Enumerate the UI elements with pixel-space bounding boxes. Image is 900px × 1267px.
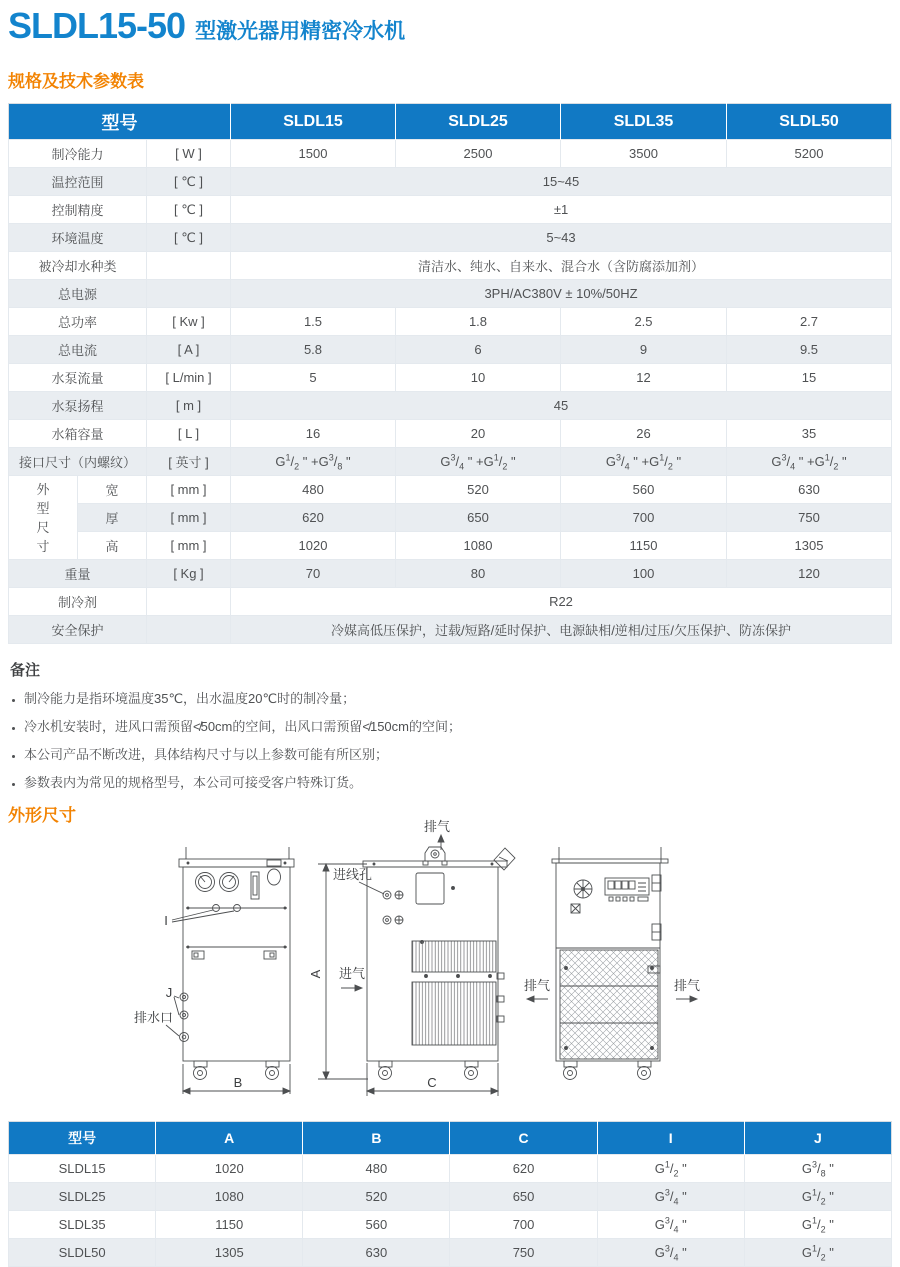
spec-label: 重量 xyxy=(9,560,147,588)
spec-unit: [ m ] xyxy=(147,392,231,420)
dimension-value-cell: 650 xyxy=(450,1183,597,1211)
spec-label: 温控范围 xyxy=(9,168,147,196)
spec-unit: [ A ] xyxy=(147,336,231,364)
spec-row xyxy=(9,336,892,364)
dim-c-label: C xyxy=(427,1075,437,1090)
spec-label: 制冷能力 xyxy=(9,140,147,168)
spec-table-header xyxy=(9,104,892,140)
spec-unit xyxy=(147,280,231,308)
spec-row xyxy=(9,616,892,644)
spec-value: 1500 xyxy=(231,140,396,168)
spec-label: 水箱容量 xyxy=(9,420,147,448)
spec-label: 总电流 xyxy=(9,336,147,364)
spec-value: 12 xyxy=(561,364,727,392)
dimension-value-cell: $G^3/_4$ " xyxy=(597,1211,744,1239)
spec-row xyxy=(9,588,892,616)
spec-row xyxy=(9,280,892,308)
spec-unit: [ ℃ ] xyxy=(147,224,231,252)
spec-merged-value: 3PH/AC380V ± 10%/50HZ xyxy=(231,280,892,308)
dimension-value-cell: 620 xyxy=(450,1155,597,1183)
spec-unit: [ Kg ] xyxy=(147,560,231,588)
spec-unit xyxy=(147,616,231,644)
spec-value: $G^3/_4$ " $+G^1/_2$ " xyxy=(561,448,727,476)
spec-value: 5200 xyxy=(727,140,892,168)
spec-row xyxy=(9,364,892,392)
spec-value: 620 xyxy=(231,504,396,532)
spec-unit: [ mm ] xyxy=(147,532,231,560)
spec-value: 35 xyxy=(727,420,892,448)
exhaust-right-label: 排气 xyxy=(673,978,701,993)
spec-unit: [ L ] xyxy=(147,420,231,448)
spec-value: 80 xyxy=(396,560,561,588)
spec-value: 3500 xyxy=(561,140,727,168)
spec-value: 9.5 xyxy=(727,336,892,364)
spec-unit xyxy=(147,588,231,616)
spec-value: 120 xyxy=(727,560,892,588)
note-item: • 本公司产品不断改进，具体结构尺寸与以上参数可能有所区别； xyxy=(24,745,892,764)
spec-header-sldl50: SLDL50 xyxy=(727,104,892,140)
spec-value: 5.8 xyxy=(231,336,396,364)
page-title xyxy=(8,6,892,54)
spec-unit: [ mm ] xyxy=(147,476,231,504)
spec-value: 1020 xyxy=(231,532,396,560)
dimension-model-cell: SLDL15 xyxy=(9,1155,156,1183)
spec-header-model: 型号 xyxy=(9,104,231,140)
spec-label: 总电源 xyxy=(9,280,147,308)
dimension-value-cell: 520 xyxy=(303,1183,450,1211)
spec-label: 制冷剂 xyxy=(9,588,147,616)
front-view-drawing xyxy=(166,847,294,1094)
spec-value: 6 xyxy=(396,336,561,364)
dimension-model-cell: SLDL35 xyxy=(9,1211,156,1239)
spec-value: 20 xyxy=(396,420,561,448)
dimension-model-cell: SLDL25 xyxy=(9,1183,156,1211)
spec-value: 1.8 xyxy=(396,308,561,336)
spec-value: $G^1/_2$ " $+G^3/_8$ " xyxy=(231,448,396,476)
spec-value: 1080 xyxy=(396,532,561,560)
spec-merged-value: 清洁水、纯水、自来水、混合水（含防腐添加剂） xyxy=(231,252,892,280)
spec-header-sldl25: SLDL25 xyxy=(396,104,561,140)
note-item: • 参数表内为常见的规格型号，本公司可接受客户特殊订货。 xyxy=(24,773,892,792)
spec-value: 750 xyxy=(727,504,892,532)
dimension-value-cell: 1020 xyxy=(156,1155,303,1183)
spec-unit: [ 英寸 ] xyxy=(147,448,231,476)
dimension-header-cell: I xyxy=(597,1122,744,1155)
spec-merged-value: 5~43 xyxy=(231,224,892,252)
spec-label: 安全保护 xyxy=(9,616,147,644)
spec-value: 15 xyxy=(727,364,892,392)
spec-unit: [ mm ] xyxy=(147,504,231,532)
spec-table xyxy=(8,103,892,644)
spec-value: 100 xyxy=(561,560,727,588)
dimension-header-row xyxy=(9,1122,892,1155)
note-item: • 冷水机安装时，进风口需预留≮50cm的空间，出风口需预留≮150cm的空间； xyxy=(24,717,892,736)
dimension-value-cell: $G^1/_2$ " xyxy=(597,1155,744,1183)
spec-row xyxy=(9,532,892,560)
dimension-table-body xyxy=(9,1155,892,1267)
spec-value: 10 xyxy=(396,364,561,392)
dimension-value-cell: 700 xyxy=(450,1211,597,1239)
dimension-value-cell: $G^3/_8$ " xyxy=(744,1155,891,1183)
spec-header-sldl15: SLDL15 xyxy=(231,104,396,140)
spec-row xyxy=(9,224,892,252)
product-model-title: SLDL15-50 xyxy=(8,5,186,46)
dimension-value-cell: 560 xyxy=(303,1211,450,1239)
spec-unit: [ W ] xyxy=(147,140,231,168)
spec-value: 1.5 xyxy=(231,308,396,336)
spec-row xyxy=(9,448,892,476)
spec-unit: [ ℃ ] xyxy=(147,168,231,196)
spec-label: 接口尺寸（内螺纹） xyxy=(9,448,147,476)
dimension-model-cell: SLDL50 xyxy=(9,1239,156,1267)
spec-sublabel: 宽 xyxy=(78,476,147,504)
spec-value: 650 xyxy=(396,504,561,532)
dimension-row xyxy=(9,1211,892,1239)
spec-sublabel: 厚 xyxy=(78,504,147,532)
dimension-value-cell: $G^1/_2$ " xyxy=(744,1211,891,1239)
spec-value: 630 xyxy=(727,476,892,504)
spec-value: 700 xyxy=(561,504,727,532)
outline-drawings xyxy=(8,816,892,1111)
spec-row xyxy=(9,140,892,168)
dimension-value-cell: $G^3/_4$ " xyxy=(597,1183,744,1211)
spec-row xyxy=(9,476,892,504)
spec-label: 被冷却水种类 xyxy=(9,252,147,280)
dimension-table-header xyxy=(9,1122,892,1155)
spec-value: $G^3/_4$ " $+G^1/_2$ " xyxy=(396,448,561,476)
section-title-specs: 规格及技术参数表 xyxy=(8,72,144,91)
dimension-row xyxy=(9,1239,892,1267)
product-title-suffix: 型激光器用精密冷水机 xyxy=(195,20,406,43)
exhaust-top-label: 排气 xyxy=(423,819,451,834)
dimension-table xyxy=(8,1121,892,1267)
spec-value: 560 xyxy=(561,476,727,504)
note-item: • 制冷能力是指环境温度35℃，出水温度20℃时的制冷量； xyxy=(24,689,892,708)
spec-value: 5 xyxy=(231,364,396,392)
spec-merged-value: ±1 xyxy=(231,196,892,224)
exhaust-left-label: 排气 xyxy=(523,978,551,993)
dimension-value-cell: 1150 xyxy=(156,1211,303,1239)
dimension-value-cell: $G^3/_4$ " xyxy=(597,1239,744,1267)
spec-row xyxy=(9,504,892,532)
spec-unit xyxy=(147,252,231,280)
spec-value: 1150 xyxy=(561,532,727,560)
dimension-header-cell: J xyxy=(744,1122,891,1155)
spec-header-sldl35: SLDL35 xyxy=(561,104,727,140)
dimension-value-cell: 630 xyxy=(303,1239,450,1267)
dimension-header-cell: A xyxy=(156,1122,303,1155)
spec-value: 26 xyxy=(561,420,727,448)
notes-list xyxy=(8,689,892,792)
spec-value: 2500 xyxy=(396,140,561,168)
spec-label: 水泵扬程 xyxy=(9,392,147,420)
spec-merged-value: 45 xyxy=(231,392,892,420)
spec-merged-value: 15~45 xyxy=(231,168,892,196)
spec-value: 70 xyxy=(231,560,396,588)
spec-row xyxy=(9,560,892,588)
rear-view-drawing xyxy=(527,847,697,1080)
spec-label: 水泵流量 xyxy=(9,364,147,392)
dimension-header-cell: 型号 xyxy=(9,1122,156,1155)
spec-row xyxy=(9,168,892,196)
spec-unit: [ Kw ] xyxy=(147,308,231,336)
dim-a-label: A xyxy=(308,969,323,979)
spec-unit: [ ℃ ] xyxy=(147,196,231,224)
technical-drawing-svg xyxy=(8,816,892,1111)
dimension-value-cell: 480 xyxy=(303,1155,450,1183)
spec-label: 控制精度 xyxy=(9,196,147,224)
spec-label: 总功率 xyxy=(9,308,147,336)
spec-row xyxy=(9,252,892,280)
cable-inlet-label: 进线孔 xyxy=(333,867,373,882)
dim-b-label: B xyxy=(233,1075,243,1090)
mark-i-label: I xyxy=(164,913,168,928)
spec-header-row xyxy=(9,104,892,140)
dimension-row xyxy=(9,1155,892,1183)
dimension-value-cell: 750 xyxy=(450,1239,597,1267)
spec-value: 9 xyxy=(561,336,727,364)
air-inlet-label: 进气 xyxy=(339,966,366,981)
spec-table-body xyxy=(9,140,892,644)
dimension-row xyxy=(9,1183,892,1211)
dimension-header-cell: B xyxy=(303,1122,450,1155)
spec-row xyxy=(9,196,892,224)
spec-value: 2.7 xyxy=(727,308,892,336)
spec-value: 1305 xyxy=(727,532,892,560)
spec-merged-value: R22 xyxy=(231,588,892,616)
section-title-dimensions: 外形尺寸 xyxy=(8,806,76,825)
spec-row xyxy=(9,392,892,420)
spec-value: 480 xyxy=(231,476,396,504)
dimension-value-cell: $G^1/_2$ " xyxy=(744,1239,891,1267)
spec-value: 2.5 xyxy=(561,308,727,336)
spec-value: 16 xyxy=(231,420,396,448)
spec-label: 环境温度 xyxy=(9,224,147,252)
spec-group-label: 外型尺寸 xyxy=(9,476,78,560)
spec-value: 520 xyxy=(396,476,561,504)
spec-row xyxy=(9,420,892,448)
spec-value: $G^3/_4$ " $+G^1/_2$ " xyxy=(727,448,892,476)
dimension-header-cell: C xyxy=(450,1122,597,1155)
dimension-value-cell: $G^1/_2$ " xyxy=(744,1183,891,1211)
mark-j-label: J xyxy=(165,985,173,1000)
spec-unit: [ L/min ] xyxy=(147,364,231,392)
spec-merged-value: 冷媒高低压保护，过载/短路/延时保护、电源缺相/逆相/过压/欠压保护、防冻保护 xyxy=(231,616,892,644)
spec-row xyxy=(9,308,892,336)
drain-outlet-label: 排水口 xyxy=(134,1010,174,1025)
notes-title: 备注 xyxy=(10,662,41,679)
dimension-value-cell: 1080 xyxy=(156,1183,303,1211)
spec-sublabel: 高 xyxy=(78,532,147,560)
dimension-value-cell: 1305 xyxy=(156,1239,303,1267)
